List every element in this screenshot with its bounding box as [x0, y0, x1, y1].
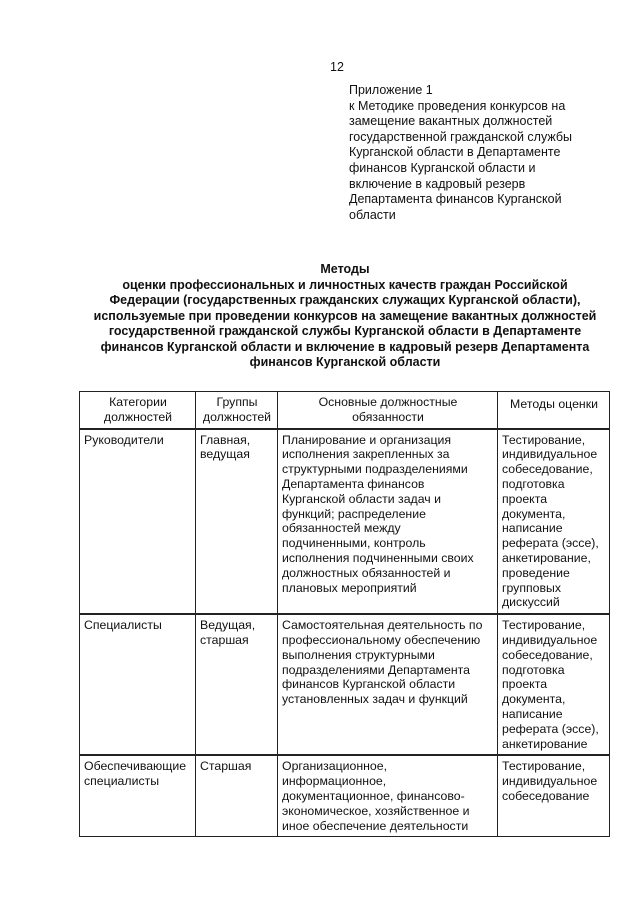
cell-line: плановых мероприятий: [282, 580, 417, 595]
header-line: обязанности: [352, 409, 424, 424]
header-line: Группы: [216, 395, 258, 409]
cell-line: исполнения подчиненными своих: [282, 550, 474, 565]
title-line: Федерации (государственных гражданских служащих Курганской области),: [109, 293, 581, 307]
cell-line: Специалисты: [84, 618, 162, 633]
cell-line: проведение: [502, 565, 570, 580]
cell-line: Самостоятельная деятельность по: [282, 618, 483, 633]
table-row: [80, 429, 610, 615]
title-line: оценки профессиональных и личностных качеств граждан Российской: [122, 277, 568, 292]
cell-line: групповых: [502, 580, 562, 595]
cell-line: структурными подразделениями: [282, 462, 468, 477]
cell-line: индивидуальное: [502, 447, 598, 462]
cell-line: анкетирование,: [502, 550, 591, 565]
cell-line: реферата (эссе),: [502, 721, 599, 736]
header-line: Основные должностные: [318, 395, 458, 409]
appendix-line: Курганской области в Департаменте: [349, 145, 561, 160]
document-title: [60, 262, 630, 371]
appendix-line: области: [349, 207, 396, 222]
cell-line: исполнения закрепленных за: [282, 447, 450, 462]
cell-line: Руководители: [84, 432, 164, 447]
header-line: должностей: [202, 409, 272, 424]
cell-line: обязанностей между: [282, 521, 401, 536]
cell-line: документа,: [502, 506, 566, 521]
appendix-line: государственной гражданской службы: [349, 129, 572, 144]
cell-line: подготовка: [502, 662, 565, 677]
cell-line: Организационное,: [282, 759, 388, 774]
cell-line: реферата (эссе),: [502, 536, 599, 551]
cell-line: Курганской области задач и: [282, 491, 441, 506]
cell-line: установленных задач и функций: [282, 692, 468, 707]
cell-methods: [498, 614, 610, 755]
cell-line: собеседование,: [502, 462, 593, 477]
cell-groups: [196, 614, 278, 755]
cell-line: документа,: [502, 692, 566, 707]
cell-duties: [278, 429, 498, 615]
cell-line: Тестирование,: [502, 759, 586, 774]
cell-line: проекта: [502, 491, 548, 506]
title-line: Методы: [320, 262, 370, 276]
cell-duties: [278, 614, 498, 755]
cell-line: экономическое, хозяйственное и: [282, 803, 470, 818]
title-line: используемые при проведении конкурсов на замещение вакантных должностей: [93, 308, 597, 323]
table-row: [80, 614, 610, 755]
header-line: должностей: [103, 409, 173, 424]
cell-line: Ведущая,: [200, 618, 256, 633]
cell-line: проекта: [502, 677, 548, 692]
cell-line: финансов Курганской области: [282, 677, 456, 692]
appendix-line: замещение вакантных должностей: [349, 114, 553, 129]
cell-line: иное обеспечение деятельности: [282, 818, 469, 833]
cell-line: выполнения структурными: [282, 647, 435, 662]
cell-line: Тестирование,: [502, 618, 586, 633]
cell-line: информационное,: [282, 774, 387, 789]
appendix-line: Приложение 1: [349, 83, 433, 97]
cell-line: анкетирование: [502, 736, 588, 751]
cell-line: ведущая: [200, 447, 250, 462]
cell-category: [80, 429, 196, 615]
cell-line: собеседование,: [502, 647, 593, 662]
cell-line: подготовка: [502, 476, 565, 491]
cell-line: подразделениями Департамента: [282, 662, 470, 677]
cell-line: Планирование и организация: [282, 432, 452, 447]
cell-line: Обеспечивающие: [84, 759, 187, 774]
appendix-note: [349, 83, 599, 223]
cell-line: индивидуальное: [502, 774, 598, 789]
header-line: Методы оценки: [510, 397, 598, 411]
cell-category: [80, 614, 196, 755]
title-line: государственной гражданской службы Курганской области в Департаменте: [108, 324, 582, 338]
appendix-line: к Методике проведения конкурсов на: [349, 98, 566, 113]
header-category: [80, 392, 196, 429]
appendix-line: финансов Курганской области и: [349, 160, 536, 175]
cell-line: старшая: [200, 632, 249, 647]
table-row: [80, 755, 610, 836]
cell-line: написание: [502, 521, 563, 536]
methods-table: [79, 391, 610, 837]
cell-line: написание: [502, 706, 563, 721]
cell-line: Главная,: [200, 432, 251, 447]
cell-line: Старшая: [200, 759, 252, 774]
cell-line: собеседование: [502, 788, 590, 803]
cell-line: должностных обязанностей и: [282, 565, 451, 580]
cell-line: Департамента финансов: [282, 476, 425, 491]
cell-line: индивидуальное: [502, 632, 598, 647]
page-number: 12: [330, 60, 344, 74]
table-header-row: [80, 392, 610, 429]
cell-line: функций; распределение: [282, 506, 426, 521]
cell-duties: [278, 755, 498, 836]
cell-line: профессиональному обеспечению: [282, 632, 481, 647]
title-line: финансов Курганской области и включение в кадровый резерв Департамента: [100, 339, 590, 354]
appendix-line: включение в кадровый резерв: [349, 176, 526, 191]
cell-methods: [498, 755, 610, 836]
cell-line: специалисты: [84, 774, 160, 789]
header-methods: [498, 392, 610, 429]
cell-methods: [498, 429, 610, 615]
cell-category: [80, 755, 196, 836]
cell-line: подчиненными, контроль: [282, 536, 426, 551]
cell-line: дискуссий: [502, 595, 560, 610]
cell-groups: [196, 429, 278, 615]
header-duties: [278, 392, 498, 429]
cell-line: документационное, финансово-: [282, 788, 465, 803]
cell-groups: [196, 755, 278, 836]
title-line: финансов Курганской области: [249, 355, 441, 369]
header-line: Категории: [109, 395, 167, 409]
cell-line: Тестирование,: [502, 432, 586, 447]
header-groups: [196, 392, 278, 429]
appendix-line: Департамента финансов Курганской: [349, 192, 562, 207]
